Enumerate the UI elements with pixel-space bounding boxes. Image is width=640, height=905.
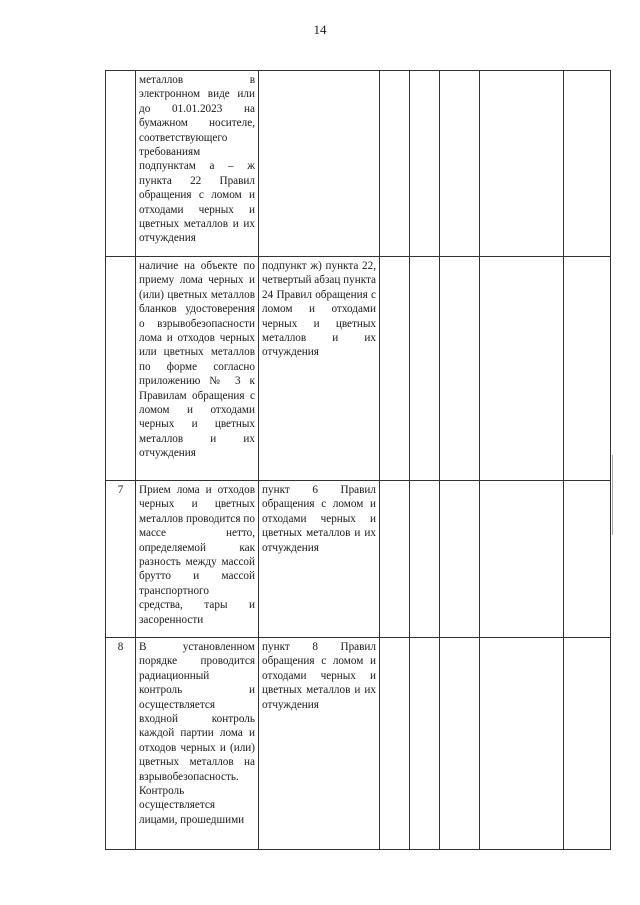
row-number-cell [106,71,136,257]
requirement-cell: В установленном порядке проводится радиационный контроль и осуществляется входной контроль каждой партии лома и отходов черных и (или) цветных металлов на взрывобезопасность. Контроль осуществляется лицами, прошедшими [136,638,259,850]
empty-cell [564,638,611,850]
requirement-cell: металлов в электронном виде или до 01.01.2023 на бумажном носителе, соответствующего требованиям подпунктам а – ж пункта 22 Правил обращения с ломом и отходами черных и цветных металлов и их отчуждения [136,71,259,257]
empty-cell [380,481,410,638]
scan-artifact-line [612,455,613,535]
page-number: 14 [313,22,327,37]
empty-cell [440,257,480,481]
row-number-cell: 7 [106,481,136,638]
empty-cell [480,638,564,850]
empty-cell [480,71,564,257]
reference-cell: подпункт ж) пункта 22, четвертый абзац пункта 24 Правил обращения с ломом и отходами черных и цветных металлов и их отчуждения [259,257,380,481]
empty-cell [440,71,480,257]
empty-cell [410,481,440,638]
empty-cell [564,257,611,481]
table-row [106,71,611,257]
empty-cell [410,71,440,257]
empty-cell [480,257,564,481]
empty-cell [480,481,564,638]
reference-cell: пункт 8 Правил обращения с ломом и отходами черных и цветных металлов и их отчуждения [259,638,380,850]
empty-cell [410,257,440,481]
reference-cell [259,71,380,257]
empty-cell [440,638,480,850]
empty-cell [380,257,410,481]
empty-cell [564,481,611,638]
requirement-cell: Прием лома и отходов черных и цветных металлов проводится по массе нетто, определяемой как разность между массой брутто и массой транспортного средства, тары и засоренности [136,481,259,638]
row-number-cell: 8 [106,638,136,850]
row-number-cell [106,257,136,481]
reference-cell: пункт 6 Правил обращения с ломом и отходами черных и цветных металлов и их отчуждения [259,481,380,638]
empty-cell [410,638,440,850]
empty-cell [564,71,611,257]
empty-cell [440,481,480,638]
table-row [106,481,611,638]
empty-cell [380,638,410,850]
requirement-cell: наличие на объекте по приему лома черных и (или) цветных металлов бланков удостоверения о взрывобезопасности лома и отходов черных или цветных металлов по форме согласно приложению № 3 к Правилам обращения с ломом и отходами черных и цветных металлов и их отчуждения [136,257,259,481]
table-row [106,638,611,850]
table-row [106,257,611,481]
requirements-table [105,70,611,850]
empty-cell [380,71,410,257]
